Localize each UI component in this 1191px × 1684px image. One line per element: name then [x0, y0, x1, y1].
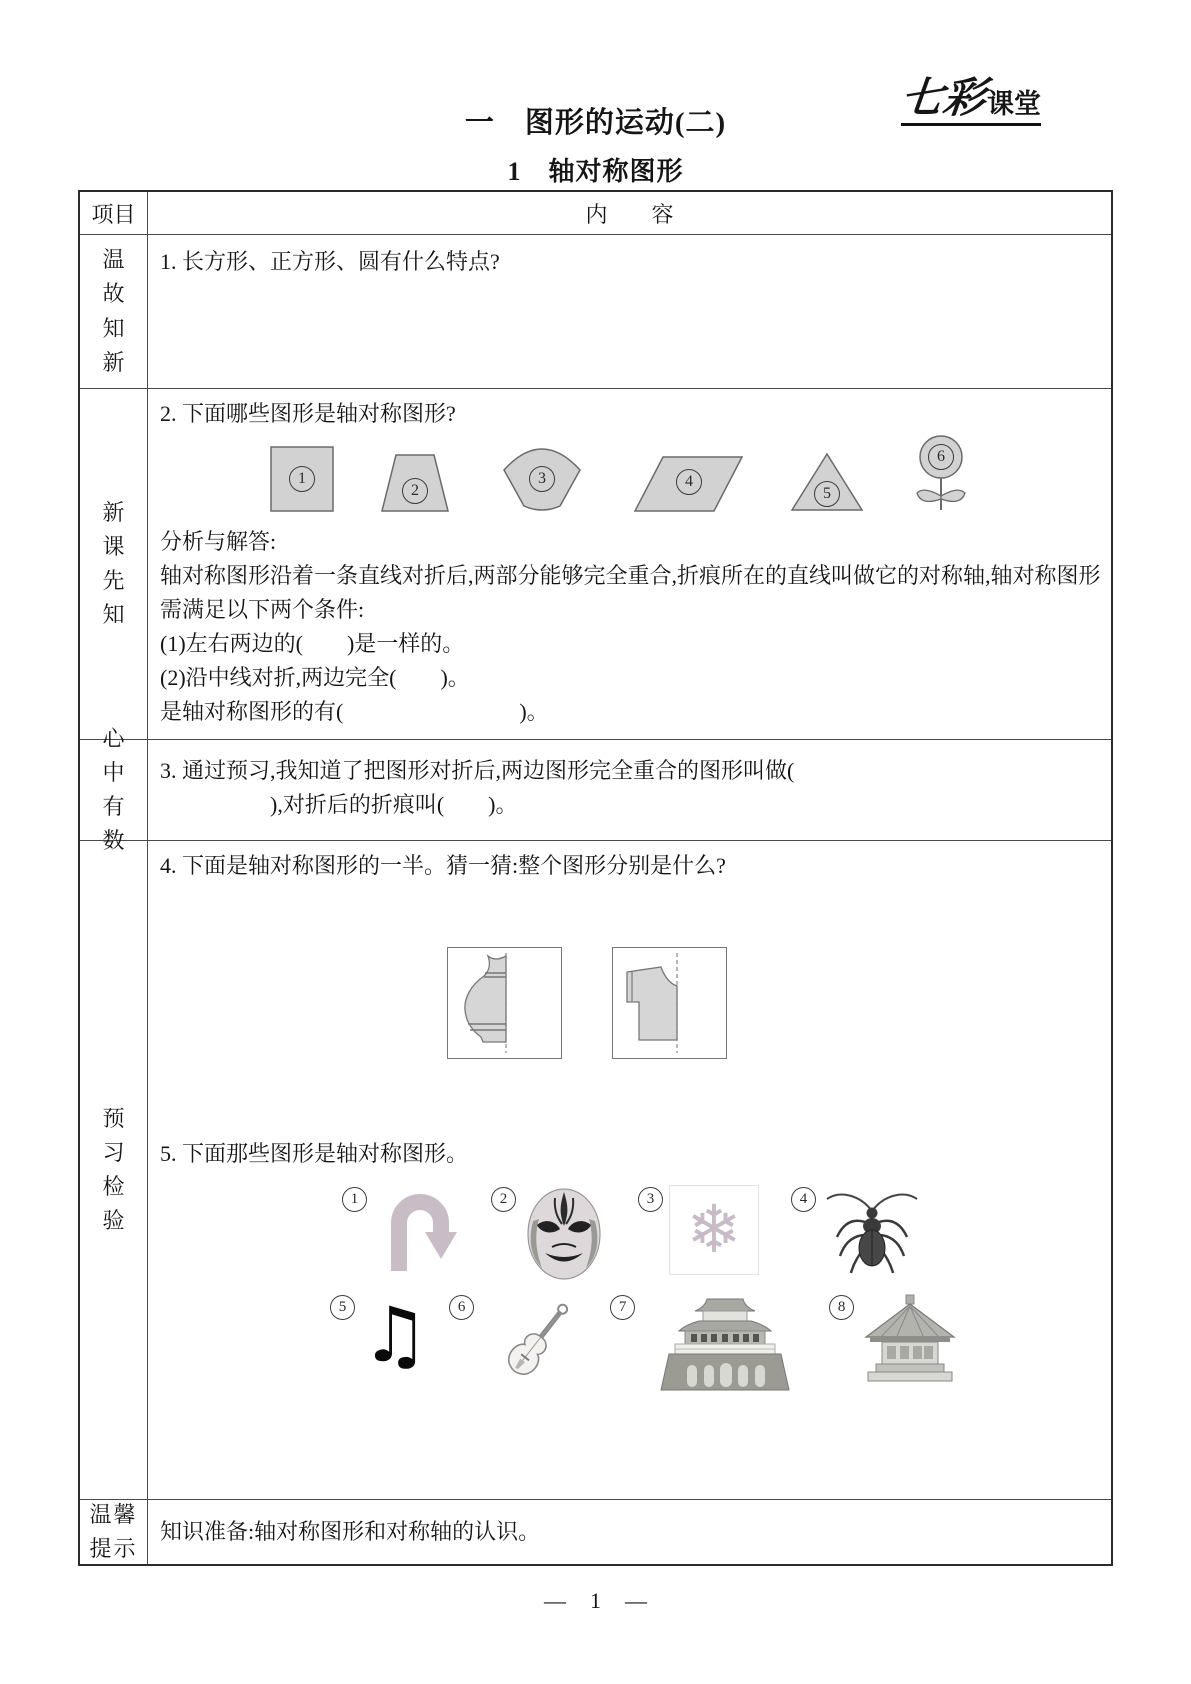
lesson-title: 1 轴对称图形	[507, 157, 684, 186]
brand-logo-text: 课堂	[987, 89, 1041, 120]
q5-item-7	[610, 1293, 809, 1398]
q5-number-6: 6	[449, 1295, 474, 1320]
condition-1: (1)左右两边的( )是一样的。	[160, 631, 465, 656]
q5-item-5	[330, 1290, 430, 1379]
music-notes-icon: ♫	[361, 1290, 430, 1379]
half-figure-boxes	[447, 947, 1111, 1059]
condition-2: (2)沿中线对折,两边完全( )。	[160, 665, 470, 690]
shape-number-2: 2	[402, 478, 428, 504]
fan-shape	[496, 442, 588, 517]
question-1: 1. 长方形、正方形、圆有什么特点?	[160, 249, 500, 274]
row-preview-label: 预习检验	[102, 1105, 125, 1234]
q5-icons-row-2	[330, 1290, 1111, 1395]
q5-number-5: 5	[330, 1295, 355, 1320]
q5-number-4: 4	[791, 1187, 816, 1212]
worksheet-table	[78, 190, 1113, 1566]
q5-item-1	[342, 1185, 459, 1278]
brand-logo-script: 七彩	[898, 76, 988, 122]
row-confidence	[80, 725, 1111, 854]
row-new-lesson	[80, 388, 1111, 739]
row-new-lesson-label: 新课先知	[102, 499, 125, 628]
q5-icons-row-1	[342, 1185, 1111, 1277]
row-review	[80, 234, 1111, 388]
q5-item-8	[829, 1293, 960, 1394]
q5-number-8: 8	[829, 1295, 854, 1320]
question-3-line2: ),对折后的折痕叫( )。	[270, 792, 518, 817]
answer-line: 是轴对称图形的有( )。	[160, 699, 549, 724]
q5-item-6	[449, 1293, 590, 1400]
q5-number-7: 7	[610, 1295, 635, 1320]
pavilion-icon	[860, 1293, 960, 1394]
q5-item-4	[791, 1185, 922, 1280]
row-preview	[80, 840, 1111, 1499]
shape-number-1: 1	[289, 466, 315, 492]
half-shirt-figure	[612, 947, 727, 1059]
footer-dash-right: —	[625, 1588, 647, 1613]
question-4: 4. 下面是轴对称图形的一半。猜一猜:整个图形分别是什么?	[160, 853, 726, 878]
row-tip-label: 温馨提示	[89, 1501, 138, 1561]
analysis-body: 轴对称图形沿着一条直线对折后,两部分能够完全重合,折痕所在的直线叫做它的对称轴,轴对称图形需满足以下两个条件:	[160, 563, 1101, 622]
trapezoid-shape	[380, 454, 450, 517]
row-confidence-label: 心中有数	[102, 725, 125, 854]
row-review-label: 温故知新	[102, 247, 125, 375]
half-vase-figure	[447, 947, 562, 1059]
beetle-icon	[822, 1185, 922, 1280]
u-turn-arrow-icon	[373, 1185, 459, 1278]
triangle-shape	[790, 452, 864, 517]
half-shirt-svg	[613, 948, 726, 1058]
question-5: 5. 下面那些图形是轴对称图形。	[160, 1141, 469, 1166]
snowflake-icon: ❄	[669, 1185, 759, 1275]
brand-logo	[898, 76, 1041, 126]
shapes-row	[270, 437, 1122, 517]
q5-number-1: 1	[342, 1187, 367, 1212]
half-vase-svg	[448, 948, 561, 1058]
table-header-row	[80, 192, 1111, 234]
shape-number-4: 4	[676, 469, 702, 495]
palace-gate-icon	[641, 1293, 809, 1398]
question-3-line1: 3. 通过预习,我知道了把图形对折后,两边图形完全重合的图形叫做(	[160, 758, 795, 783]
flower-shape	[910, 434, 972, 517]
parallelogram-shape	[634, 456, 744, 517]
analysis-heading: 分析与解答:	[160, 529, 277, 554]
question-2: 2. 下面哪些图形是轴对称图形?	[160, 401, 456, 426]
tip-text: 知识准备:轴对称图形和对称轴的认识。	[160, 1519, 541, 1544]
footer-dash-left: —	[544, 1588, 566, 1613]
violin-icon	[480, 1293, 590, 1400]
page-number: 1	[590, 1588, 601, 1613]
q5-item-2	[491, 1185, 606, 1286]
header-content-cell: 内 容	[585, 201, 674, 227]
opera-mask-icon	[522, 1185, 606, 1286]
q5-number-2: 2	[491, 1187, 516, 1212]
chapter-title: 一 图形的运动(二)	[464, 107, 727, 139]
q5-item-3	[638, 1185, 759, 1275]
square-shape	[270, 446, 334, 517]
shape-number-5: 5	[814, 481, 840, 507]
header-item-cell: 项目	[80, 192, 148, 234]
shape-number-3: 3	[529, 466, 555, 492]
q5-number-3: 3	[638, 1187, 663, 1212]
row-tip	[80, 1499, 1111, 1564]
shape-number-6: 6	[928, 444, 954, 470]
page-footer	[0, 1588, 1191, 1614]
